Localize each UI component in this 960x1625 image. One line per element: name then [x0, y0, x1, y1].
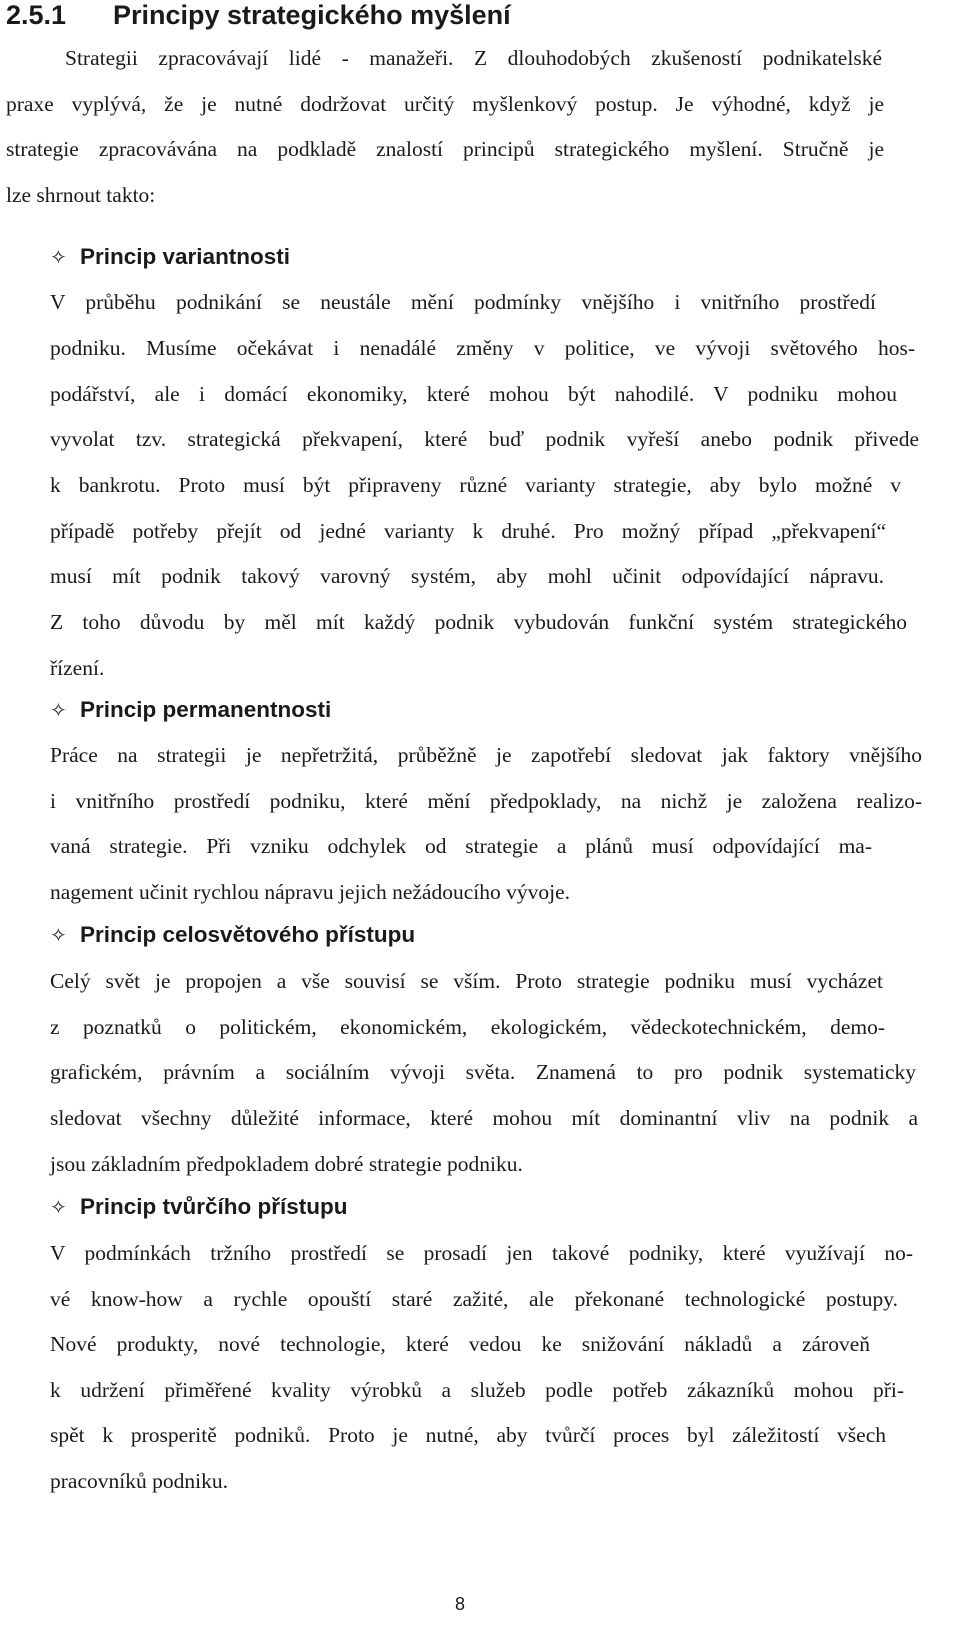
paragraph-line: spět k prosperitě podniků. Proto je nutné, aby tvůrčí proces byl záležitostí všech	[50, 1423, 886, 1447]
paragraph-line: podniku. Musíme očekávat i nenadálé změny v politice, ve vývoji světového hos-	[50, 336, 915, 360]
paragraph-line: V podmínkách tržního prostředí se prosadí jen takové podniky, které využívají no-	[50, 1241, 913, 1265]
paragraph-line: Práce na strategii je nepřetržitá, průběžně je zapotřebí sledovat jak faktory vnějšího	[50, 743, 922, 767]
paragraph-line: k udržení přiměřené kvality výrobků a služeb podle potřeb zákazníků mohou při-	[50, 1378, 904, 1402]
paragraph-line: Z toho důvodu by měl mít každý podnik vybudován funkční systém strategického	[50, 610, 907, 634]
paragraph-line: Nové produkty, nové technologie, které vedou ke snižování nákladů a zároveň	[50, 1332, 870, 1356]
paragraph-line: z poznatků o politickém, ekonomickém, ekologickém, vědeckotechnickém, demo-	[50, 1015, 885, 1039]
principle-heading	[50, 242, 290, 272]
paragraph-line: jsou základním předpokladem dobré strategie podniku.	[50, 1152, 523, 1176]
paragraph-line: Celý svět je propojen a vše souvisí se vším. Proto strategie podniku musí vycházet	[50, 969, 883, 993]
principle-heading	[50, 1192, 348, 1222]
paragraph-line: V průběhu podnikání se neustále mění podmínky vnějšího i vnitřního prostředí	[50, 290, 876, 314]
section-title: Principy strategického myšlení	[113, 0, 511, 30]
paragraph-line: případě potřeby přejít od jedné varianty k druhé. Pro možný případ „překvapení“	[50, 519, 886, 543]
intro-line: Strategii zpracovávají lidé - manažeři. Z dlouhodobých zkušeností podnikatelské	[65, 46, 882, 70]
paragraph-line: grafickém, právním a sociálním vývoji světa. Znamená to pro podnik systematicky	[50, 1060, 916, 1084]
intro-line: lze shrnout takto:	[6, 183, 156, 207]
sparkle-bullet-icon: ✧	[50, 245, 67, 269]
paragraph-line: vaná strategie. Při vzniku odchylek od strategie a plánů musí odpovídající ma-	[50, 834, 872, 858]
page-number: 8	[455, 1594, 466, 1614]
paragraph-line: řízení.	[50, 656, 105, 680]
paragraph-line: vyvolat tzv. strategická překvapení, které buď podnik vyřeší anebo podnik přivede	[50, 427, 919, 451]
principle-heading	[50, 695, 331, 725]
paragraph-line: vé know-how a rychle opouští staré zažité, ale překonané technologické postupy.	[50, 1287, 898, 1311]
section-number: 2.5.1	[6, 0, 67, 30]
paragraph-line: podářství, ale i domácí ekonomiky, které mohou být nahodilé. V podniku mohou	[50, 382, 897, 406]
paragraph-line: sledovat všechny důležité informace, které mohou mít dominantní vliv na podnik a	[50, 1106, 918, 1130]
sparkle-bullet-icon: ✧	[50, 923, 67, 947]
intro-line: praxe vyplývá, že je nutné dodržovat určitý myšlenkový postup. Je výhodné, když je	[6, 92, 884, 116]
principle-title: Princip variantnosti	[80, 244, 291, 269]
section-heading	[6, 0, 511, 32]
paragraph-line: i vnitřního prostředí podniku, které mění předpoklady, na nichž je založena realizo-	[50, 789, 922, 813]
principle-heading	[50, 920, 415, 950]
principle-title: Princip tvůrčího přístupu	[80, 1194, 348, 1219]
principle-title: Princip celosvětového přístupu	[80, 922, 416, 947]
paragraph-line: musí mít podnik takový varovný systém, aby mohl učinit odpovídající nápravu.	[50, 564, 884, 588]
paragraph-line: pracovníků podniku.	[50, 1469, 228, 1493]
paragraph-line: nagement učinit rychlou nápravu jejich nežádoucího vývoje.	[50, 880, 570, 904]
paragraph-line: k bankrotu. Proto musí být připraveny různé varianty strategie, aby bylo možné v	[50, 473, 901, 497]
sparkle-bullet-icon: ✧	[50, 698, 67, 722]
principle-title: Princip permanentnosti	[80, 697, 332, 722]
intro-line: strategie zpracovávána na podkladě znalostí principů strategického myšlení. Stručně je	[6, 137, 884, 161]
sparkle-bullet-icon: ✧	[50, 1195, 67, 1219]
